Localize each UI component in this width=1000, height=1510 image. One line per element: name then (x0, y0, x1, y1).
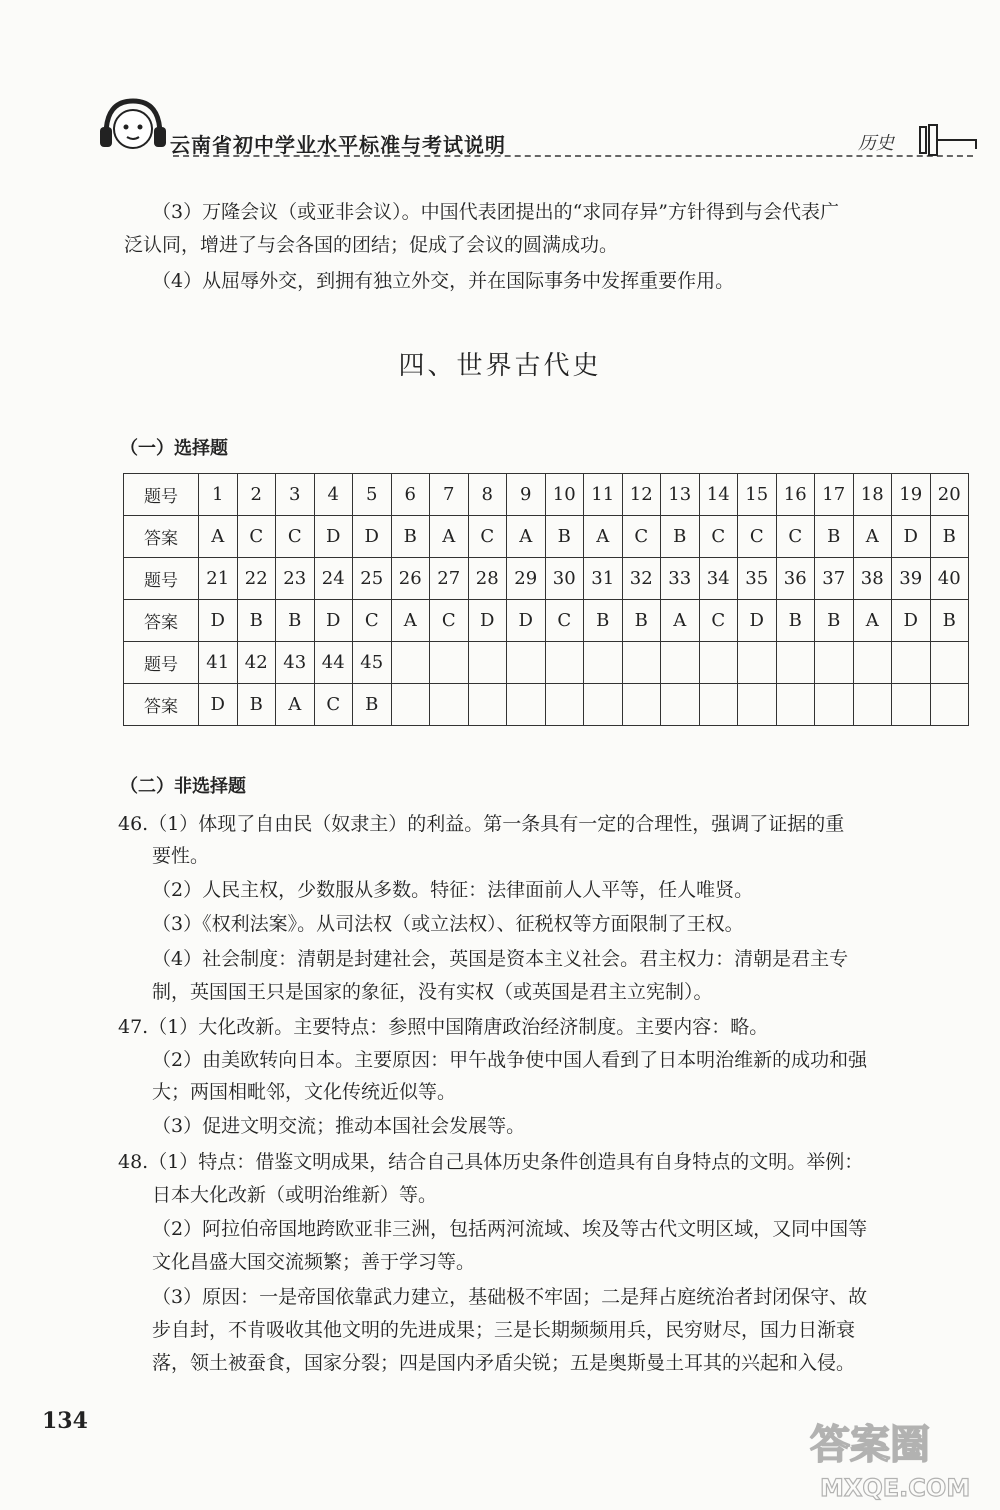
q48-line-3b: 步自封，不肯吸收其他文明的先进成果；三是长期频频用兵，民穷财尽，国力日渐衰 (152, 1319, 856, 1341)
question-number-cell: 36 (776, 558, 815, 600)
question-number-cell: 13 (661, 474, 700, 516)
answer-cell: A (199, 516, 238, 558)
paragraph-3-cont: 泛认同，增进了与会各国的团结；促成了会议的圆满成功。 (124, 234, 619, 256)
answer-cell: D (468, 600, 507, 642)
question-number-cell: 45 (353, 642, 392, 684)
question-number-cell: 6 (391, 474, 430, 516)
answer-cell: C (738, 516, 777, 558)
answer-cell: C (430, 600, 469, 642)
answer-cell: A (276, 684, 315, 726)
q48-line-1: 48.（1）特点：借鉴文明成果，结合自己具体历史条件创造具有自身特点的文明。举例： (118, 1151, 864, 1173)
answer-cell: B (622, 600, 661, 642)
section-title: 四、世界古代史 (398, 351, 602, 381)
answer-cell: B (815, 516, 854, 558)
question-number-cell: 39 (892, 558, 931, 600)
answer-cell: B (776, 600, 815, 642)
answer-cell: A (507, 516, 546, 558)
answer-cell: C (314, 684, 353, 726)
question-number-cell: 14 (699, 474, 738, 516)
question-number-cell: 38 (853, 558, 892, 600)
question-number-cell: 16 (776, 474, 815, 516)
question-number-cell (584, 642, 623, 684)
row-header-number: 题号 (124, 642, 199, 684)
table-row-answers (124, 684, 969, 726)
answer-cell: B (237, 684, 276, 726)
q46-line-4b: 制，英国国王只是国家的象征，没有实权（或英国是君主立宪制）。 (152, 981, 713, 1003)
answer-cell: C (353, 600, 392, 642)
answer-cell (661, 684, 700, 726)
answer-cell: C (699, 600, 738, 642)
row-header-number: 题号 (124, 558, 199, 600)
question-number-cell: 24 (314, 558, 353, 600)
answer-cell: B (545, 516, 584, 558)
answer-cell (545, 684, 584, 726)
question-number-cell (930, 642, 969, 684)
paragraph-3: （3）万隆会议（或亚非会议）。中国代表团提出的“求同存异”方针得到与会代表广 (152, 201, 840, 223)
answer-cell (584, 684, 623, 726)
answer-cell: D (314, 600, 353, 642)
answer-cell: D (314, 516, 353, 558)
answer-cell: C (622, 516, 661, 558)
answer-cell: C (545, 600, 584, 642)
answer-cell: D (738, 600, 777, 642)
q48-line-3: （3）原因：一是帝国依靠武力建立，基础极不牢固；二是拜占庭统治者封闭保守、故 (152, 1286, 868, 1308)
question-number-cell (622, 642, 661, 684)
table-row-answers (124, 600, 969, 642)
answer-cell (391, 684, 430, 726)
answer-cell: D (199, 600, 238, 642)
answer-cell: B (276, 600, 315, 642)
q48-line-1b: 日本大化改新（或明治维新）等。 (152, 1184, 438, 1206)
question-number-cell (776, 642, 815, 684)
question-number-cell: 12 (622, 474, 661, 516)
book-title: 云南省初中学业水平标准与考试说明 (170, 133, 506, 157)
question-number-cell (699, 642, 738, 684)
question-number-cell: 30 (545, 558, 584, 600)
question-number-cell: 11 (584, 474, 623, 516)
q46-line-2: （2）人民主权，少数服从多数。特征：法律面前人人平等，任人唯贤。 (152, 879, 754, 901)
question-number-cell (892, 642, 931, 684)
question-number-cell: 31 (584, 558, 623, 600)
answer-cell: C (468, 516, 507, 558)
answer-cell: B (815, 600, 854, 642)
q48-line-2: （2）阿拉伯帝国地跨欧亚非三洲，包括两河流域、埃及等古代文明区域，又同中国等 (152, 1218, 868, 1240)
svg-text:答案圈: 答案圈 (810, 1422, 930, 1468)
answer-cell (892, 684, 931, 726)
question-number-cell: 34 (699, 558, 738, 600)
answer-cell (468, 684, 507, 726)
question-number-cell: 17 (815, 474, 854, 516)
answer-cell (815, 684, 854, 726)
page-number: 134 (42, 1408, 88, 1434)
paragraph-4: （4）从屈辱外交，到拥有独立外交，并在国际事务中发挥重要作用。 (152, 270, 735, 292)
question-number-cell: 41 (199, 642, 238, 684)
table-row-numbers (124, 642, 969, 684)
q47-line-2b: 大；两国相毗邻，文化传统近似等。 (152, 1081, 457, 1103)
subject-label: 历史 (858, 133, 894, 154)
answer-cell: B (930, 516, 969, 558)
question-number-cell: 22 (237, 558, 276, 600)
question-number-cell: 15 (738, 474, 777, 516)
q46-line-4: （4）社会制度：清朝是封建社会，英国是资本主义社会。君主权力：清朝是君主专 (152, 948, 849, 970)
q47-line-2: （2）由美欧转向日本。主要原因：甲午战争使中国人看到了日本明治维新的成功和强 (152, 1049, 868, 1071)
question-number-cell: 43 (276, 642, 315, 684)
question-number-cell: 29 (507, 558, 546, 600)
answer-cell: C (237, 516, 276, 558)
q46-line-1: 46.（1）体现了自由民（奴隶主）的利益。第一条具有一定的合理性，强调了证据的重 (118, 813, 845, 835)
question-number-cell: 9 (507, 474, 546, 516)
question-number-cell: 33 (661, 558, 700, 600)
headphone-mascot-icon (98, 95, 168, 153)
question-number-cell (507, 642, 546, 684)
question-number-cell (391, 642, 430, 684)
question-number-cell: 44 (314, 642, 353, 684)
row-header-answer: 答案 (124, 684, 199, 726)
question-number-cell: 37 (815, 558, 854, 600)
row-header-number: 题号 (124, 474, 199, 516)
question-number-cell: 19 (892, 474, 931, 516)
answer-cell: A (853, 600, 892, 642)
question-number-cell: 18 (853, 474, 892, 516)
question-number-cell: 23 (276, 558, 315, 600)
answer-cell: D (199, 684, 238, 726)
answer-cell: B (930, 600, 969, 642)
question-number-cell: 32 (622, 558, 661, 600)
book-decoration-icon (916, 123, 978, 157)
q46-line-3: （3）《权利法案》。从司法权（或立法权）、征税权等方面限制了王权。 (152, 913, 744, 935)
answer-cell: A (661, 600, 700, 642)
answer-cell (507, 684, 546, 726)
answer-cell (776, 684, 815, 726)
answer-cell: D (353, 516, 392, 558)
row-header-answer: 答案 (124, 516, 199, 558)
question-number-cell: 1 (199, 474, 238, 516)
question-number-cell: 40 (930, 558, 969, 600)
answer-table (123, 473, 969, 726)
page-header (78, 95, 980, 165)
question-number-cell (545, 642, 584, 684)
question-number-cell (738, 642, 777, 684)
answer-cell: A (391, 600, 430, 642)
answer-cell: B (661, 516, 700, 558)
question-number-cell: 3 (276, 474, 315, 516)
answer-cell: B (391, 516, 430, 558)
question-number-cell (815, 642, 854, 684)
question-number-cell (430, 642, 469, 684)
answer-cell: A (430, 516, 469, 558)
answer-cell (738, 684, 777, 726)
answer-cell: A (584, 516, 623, 558)
q47-line-1: 47.（1）大化改新。主要特点：参照中国隋唐政治经济制度。主要内容：略。 (118, 1016, 769, 1038)
choice-section-title: （一）选择题 (120, 438, 228, 459)
question-number-cell: 4 (314, 474, 353, 516)
answer-cell: B (237, 600, 276, 642)
question-number-cell: 20 (930, 474, 969, 516)
answer-cell: D (507, 600, 546, 642)
q46-line-1b: 要性。 (152, 845, 210, 867)
question-number-cell: 5 (353, 474, 392, 516)
q47-line-3: （3）促进文明交流；推动本国社会发展等。 (152, 1115, 526, 1137)
question-number-cell: 42 (237, 642, 276, 684)
answer-cell: C (776, 516, 815, 558)
question-number-cell (853, 642, 892, 684)
question-number-cell: 27 (430, 558, 469, 600)
question-number-cell: 26 (391, 558, 430, 600)
question-number-cell: 25 (353, 558, 392, 600)
answer-cell (699, 684, 738, 726)
question-number-cell (468, 642, 507, 684)
answer-cell: D (892, 516, 931, 558)
answer-cell (930, 684, 969, 726)
answer-cell (430, 684, 469, 726)
answer-cell: B (353, 684, 392, 726)
answer-cell: C (699, 516, 738, 558)
answer-cell: B (584, 600, 623, 642)
question-number-cell: 10 (545, 474, 584, 516)
non-choice-section-title: （二）非选择题 (120, 776, 246, 797)
answer-cell: C (276, 516, 315, 558)
q48-line-2b: 文化昌盛大国交流频繁；善于学习等。 (152, 1251, 476, 1273)
question-number-cell: 8 (468, 474, 507, 516)
row-header-answer: 答案 (124, 600, 199, 642)
answer-cell: D (892, 600, 931, 642)
table-row-answers (124, 516, 969, 558)
watermark-logo (800, 1410, 990, 1505)
question-number-cell: 2 (237, 474, 276, 516)
answer-cell (622, 684, 661, 726)
question-number-cell: 35 (738, 558, 777, 600)
table-row-numbers (124, 558, 969, 600)
question-number-cell (661, 642, 700, 684)
svg-text:MXQE.COM: MXQE.COM (820, 1474, 971, 1502)
answer-cell (853, 684, 892, 726)
question-number-cell: 21 (199, 558, 238, 600)
question-number-cell: 7 (430, 474, 469, 516)
answer-cell: A (853, 516, 892, 558)
question-number-cell: 28 (468, 558, 507, 600)
table-row-numbers (124, 474, 969, 516)
q48-line-3c: 落，领土被蚕食，国家分裂；四是国内矛盾尖锐；五是奥斯曼土耳其的兴起和入侵。 (152, 1352, 856, 1374)
